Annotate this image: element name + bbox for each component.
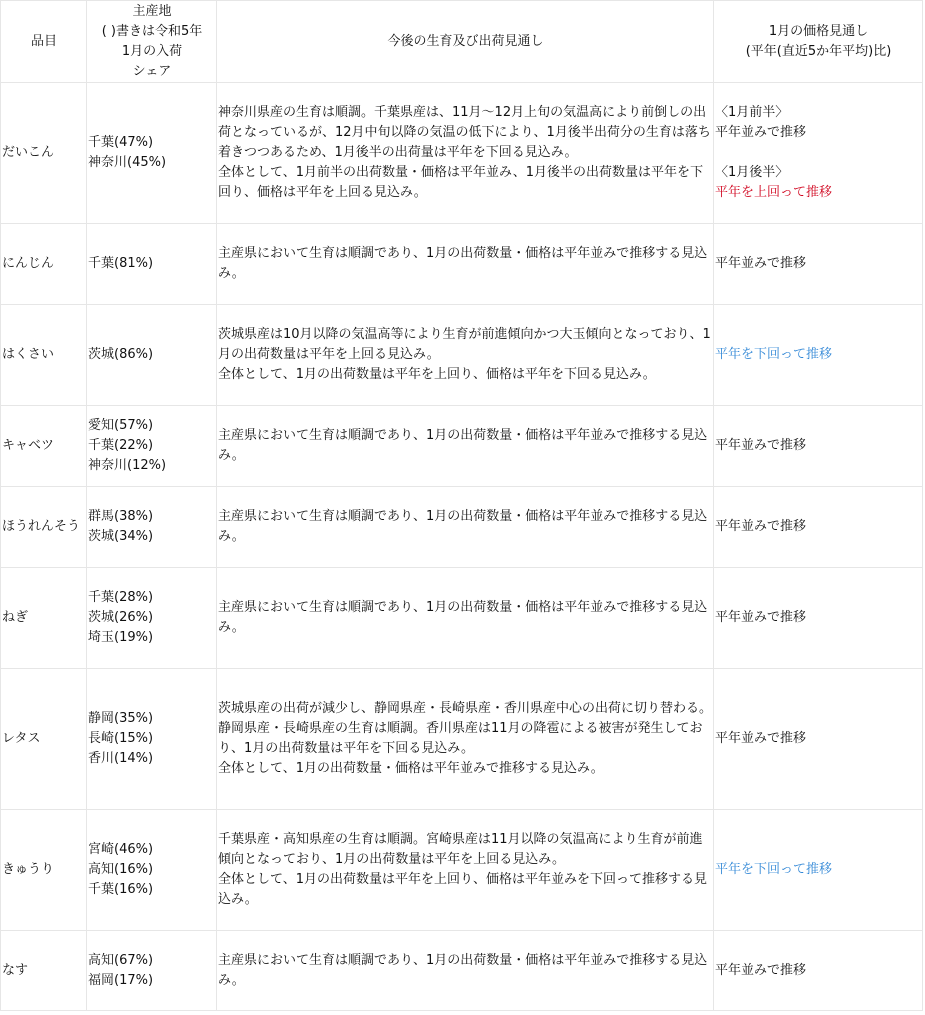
table-body xyxy=(1,1,923,1011)
header-outlook: 今後の生育及び出荷見通し xyxy=(217,1,714,83)
price-line: 平年を下回って推移 xyxy=(715,862,833,877)
origin-cell: 群馬(38%) 茨城(34%) xyxy=(87,487,217,568)
price-line: 平年並みで推移 xyxy=(715,519,807,534)
price-line xyxy=(715,143,922,163)
item-cell: ほうれんそう xyxy=(1,487,87,568)
price-cell xyxy=(714,931,923,1011)
table-row xyxy=(1,810,923,931)
origin-cell: 千葉(47%) 神奈川(45%) xyxy=(87,83,217,224)
price-cell xyxy=(714,83,923,224)
header-item: 品目 xyxy=(1,1,87,83)
price-line: 平年並みで推移 xyxy=(715,610,807,625)
price-line: 平年並みで推移 xyxy=(715,256,807,271)
table-row xyxy=(1,406,923,487)
price-line: 平年を下回って推移 xyxy=(715,347,833,362)
item-cell: ねぎ xyxy=(1,568,87,669)
origin-cell: 静岡(35%) 長崎(15%) 香川(14%) xyxy=(87,669,217,810)
item-cell: レタス xyxy=(1,669,87,810)
price-line: 平年並みで推移 xyxy=(715,125,807,140)
price-line: 平年並みで推移 xyxy=(715,962,807,978)
origin-cell: 茨城(86%) xyxy=(87,305,217,406)
item-cell: なす xyxy=(1,931,87,1011)
table-row xyxy=(1,669,923,810)
price-cell xyxy=(714,224,923,305)
origin-cell: 千葉(28%) 茨城(26%) 埼玉(19%) xyxy=(87,568,217,669)
price-cell xyxy=(714,487,923,568)
item-cell: にんじん xyxy=(1,224,87,305)
table-row xyxy=(1,224,923,305)
price-cell xyxy=(714,568,923,669)
outlook-cell: 千葉県産・高知県産の生育は順調。宮崎県産は11月以降の気温高により生育が前進傾向となっており、1月の出荷数量は平年を上回る見込み。 全体として、1月の出荷数量は平年を上回り、価格は平年並みを下回って推移する見込み。 xyxy=(217,810,714,931)
price-line: 平年並みで推移 xyxy=(715,731,807,746)
header-price: 1月の価格見通し (平年(直近5か年平均)比) xyxy=(714,1,923,83)
outlook-cell: 主産県において生育は順調であり、1月の出荷数量・価格は平年並みで推移する見込み。 xyxy=(217,224,714,305)
table-row xyxy=(1,568,923,669)
table-row xyxy=(1,931,923,1011)
price-line: 〈1月後半〉 xyxy=(715,165,789,180)
outlook-cell: 茨城県産の出荷が減少し、静岡県産・長崎県産・香川県産中心の出荷に切り替わる。 静岡県産・長崎県産の生育は順調。香川県産は11月の降雹による被害が発生しており、1月の出荷数量は平年を下回る見込み。 全体として、1月の出荷数量・価格は平年並みで推移する見込み。 xyxy=(217,669,714,810)
price-line: 平年を上回って推移 xyxy=(715,185,833,200)
origin-cell: 千葉(81%) xyxy=(87,224,217,305)
outlook-cell: 主産県において生育は順調であり、1月の出荷数量・価格は平年並みで推移する見込み。 xyxy=(217,931,714,1011)
price-cell xyxy=(714,810,923,931)
price-cell xyxy=(714,669,923,810)
outlook-cell: 茨城県産は10月以降の気温高等により生育が前進傾向かつ大玉傾向となっており、1月の出荷数量は平年を上回る見込み。 全体として、1月の出荷数量は平年を上回り、価格は平年を下回る見込み。 xyxy=(217,305,714,406)
origin-cell: 高知(67%) 福岡(17%) xyxy=(87,931,217,1011)
price-cell xyxy=(714,406,923,487)
outlook-cell: 主産県において生育は順調であり、1月の出荷数量・価格は平年並みで推移する見込み。 xyxy=(217,568,714,669)
outlook-cell: 神奈川県産の生育は順調。千葉県産は、11月～12月上旬の気温高により前倒しの出荷となっているが、12月中旬以降の気温の低下により、1月後半出荷分の生育は落ち着きつつあるため、1月後半の出荷量は平年を下回る見込み。 全体として、1月前半の出荷数量・価格は平年並み、1月後半の出荷数量は平年を下回り、価格は平年を上回る見込み。 xyxy=(217,83,714,224)
origin-cell: 宮崎(46%) 高知(16%) 千葉(16%) xyxy=(87,810,217,931)
header-origin: 主産地 ( )書きは令和5年 1月の入荷 シェア xyxy=(87,1,217,83)
item-cell: はくさい xyxy=(1,305,87,406)
outlook-cell: 主産県において生育は順調であり、1月の出荷数量・価格は平年並みで推移する見込み。 xyxy=(217,406,714,487)
item-cell: きゅうり xyxy=(1,810,87,931)
table-row xyxy=(1,487,923,568)
table-row xyxy=(1,305,923,406)
origin-cell: 愛知(57%) 千葉(22%) 神奈川(12%) xyxy=(87,406,217,487)
item-cell: だいこん xyxy=(1,83,87,224)
table-header-row xyxy=(1,1,923,83)
table-row xyxy=(1,83,923,224)
price-cell xyxy=(714,305,923,406)
price-line: 平年並みで推移 xyxy=(715,438,807,453)
price-line: 〈1月前半〉 xyxy=(715,105,789,120)
outlook-cell: 主産県において生育は順調であり、1月の出荷数量・価格は平年並みで推移する見込み。 xyxy=(217,487,714,568)
item-cell: キャベツ xyxy=(1,406,87,487)
